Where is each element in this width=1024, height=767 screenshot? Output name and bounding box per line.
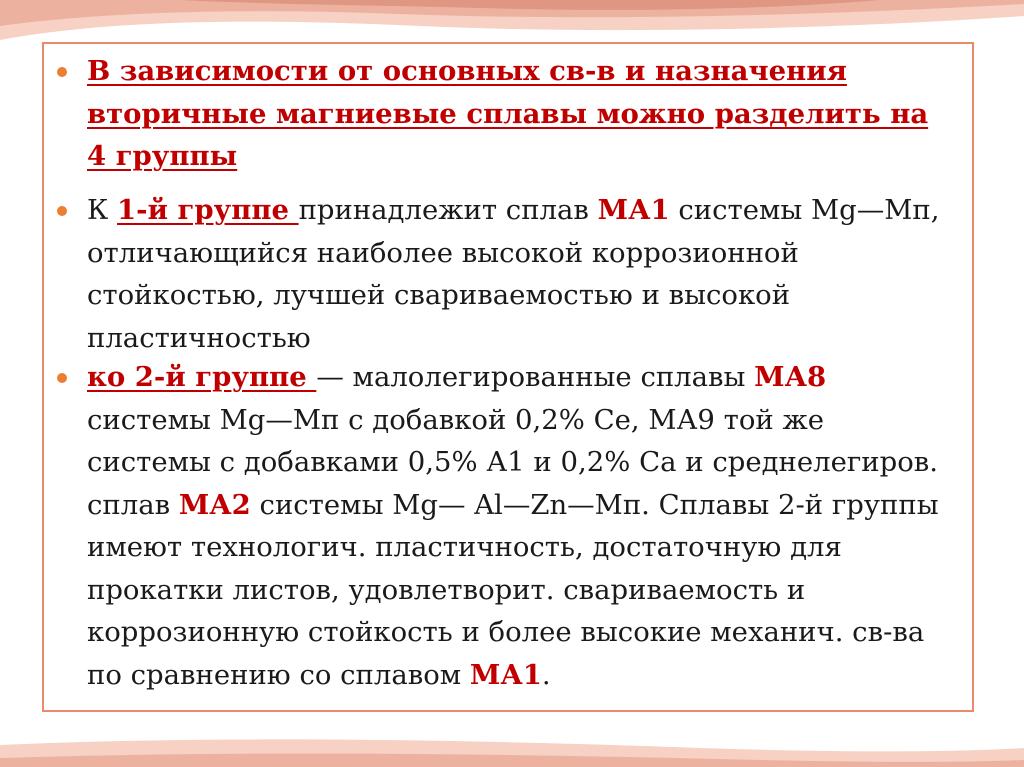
intro-heading: В зависимости от основных св-в и назначения вторичные магниевые сплавы можно разделить на 4 группы [87, 55, 929, 172]
bullet-dot [57, 373, 67, 383]
text-segment: системы Mg—Мп с добавкой 0,2% Се, МА9 той же системы с добавками 0,5% А1 и 0,2% Са и среднелегиров. сплав [87, 403, 939, 521]
bullet-item-group-2 [87, 356, 943, 696]
alloy-ma1: МА1 [597, 194, 670, 226]
group-2-label: ко 2-й группе [87, 361, 317, 393]
alloy-ma8: МА8 [754, 361, 827, 393]
text-segment: системы Mg— Al—Zn—Мп. Сплавы 2-й группы имеют технологич. пластичность, достаточную для прокатки листов, удовлетворит. свариваемость и коррозионную стойкость и более высокие механич. св-ва по сравнению со сплавом [87, 488, 939, 691]
group-1-label: 1-й группе [117, 194, 299, 226]
text-segment: . [541, 658, 551, 691]
text-segment: системы Mg—Мп, отличающийся наиболее высокой коррозионной стойкостью, лучшей свариваемостью и высокой пластичностью [87, 194, 940, 354]
bullet-item-group-1 [87, 189, 943, 359]
bullet-item-groups [87, 50, 943, 178]
text-segment: — малолегированные сплавы [316, 361, 755, 393]
text-segment: принадлежит сплав [298, 194, 598, 226]
content-frame [42, 42, 974, 712]
bullet-dot [57, 67, 67, 77]
bullet-dot [57, 206, 67, 216]
text-segment: К [87, 194, 118, 226]
alloy-ma1: МА1 [469, 658, 542, 691]
alloy-ma2: МА2 [178, 488, 251, 521]
